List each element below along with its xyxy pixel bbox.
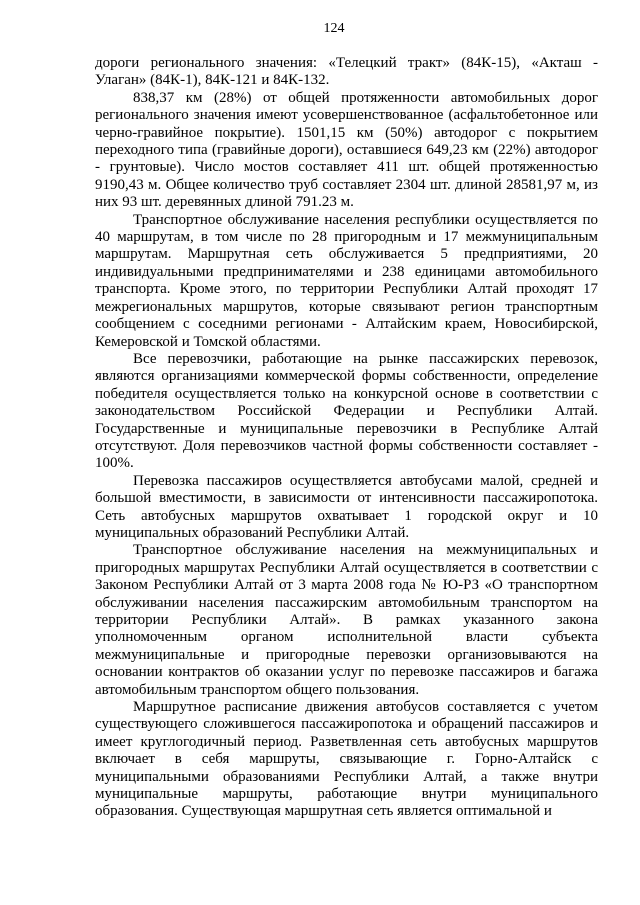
- paragraph-transport-law: Транспортное обслуживание населения на межмуниципальных и пригородных маршрутах Республики Алтай осуществляется в соответствии с Законом Республики Алтай от 3 марта 2008 года № Ю-РЗ «О транспортном обслуживании населения пассажирским автомобильным транспортом на территории Республики Алтай». В рамках указанного закона уполномоченным органом исполнительной власти субъекта межмуниципальные и пригородные перевозки организовываются на основании контрактов об оказании услуг по перевозке пассажиров и багажа автомобильным транспортом общего пользования.: [95, 542, 598, 698]
- paragraph-road-lengths: 838,37 км (28%) от общей протяженности автомобильных дорог регионального значения имеют усовершенствованное (асфальтобетонное или черно-гравийное покрытие). 1501,15 км (50%) автодорог с покрытием переходного типа (гравийные дороги), оставшиеся 649,23 км (22%) автодорог - грунтовые). Число мостов составляет 411 шт. общей протяженностью 9190,43 м. Общее количество труб составляет 2304 шт. длиной 28581,97 м, из них 93 шт. деревянных длиной 791.23 м.: [95, 89, 598, 211]
- paragraph-carriers: Все перевозчики, работающие на рынке пассажирских перевозок, являются организациями коммерческой формы собственности, определение победителя осуществляется только на конкурсной основе в соответствии с законодательством Российской Федерации и Республики Алтай. Государственные и муниципальные перевозчики в Республике Алтай отсутствуют. Доля перевозчиков частной формы собственности составляет - 100%.: [95, 350, 598, 472]
- paragraph-transport-routes: Транспортное обслуживание населения республики осуществляется по 40 маршрутам, в том числе по 28 пригородным и 17 межмуниципальным маршрутам. Маршрутная сеть обслуживается 5 предприятиями, 20 индивидуальными предпринимателями и 238 единицами автомобильного транспорта. Кроме этого, по территории Республики Алтай проходят 17 межрегиональных маршрутов, которые связывают регион транспортным сообщением с соседними регионами - Алтайским краем, Новосибирской, Кемеровской и Томской областями.: [95, 211, 598, 350]
- paragraph-bus-schedule: Маршрутное расписание движения автобусов составляется с учетом существующего сложившегося пассажиропотока и обращений пассажиров и имеет круглогодичный период. Разветвленная сеть автобусных маршрутов включает в себя маршруты, связывающие г. Горно-Алтайск с муниципальными образованиями Республики Алтай, а также внутри муниципальные маршруты, работающие внутри муниципального образования. Существующая маршрутная сеть является оптимальной и: [95, 699, 598, 820]
- paragraph-roads-regional: дороги регионального значения: «Телецкий тракт» (84К-15), «Акташ - Улаган» (84К-1), 84К-121 и 84К-132.: [95, 55, 598, 89]
- page-number: 124: [323, 21, 345, 36]
- paragraph-bus-capacity: Перевозка пассажиров осуществляется автобусами малой, средней и большой вместимости, в зависимости от интенсивности пассажиропотока. Сеть автобусных маршрутов охватывает 1 городской округ и 10 муниципальных образований Республики Алтай.: [95, 472, 598, 541]
- document-body: [95, 55, 598, 821]
